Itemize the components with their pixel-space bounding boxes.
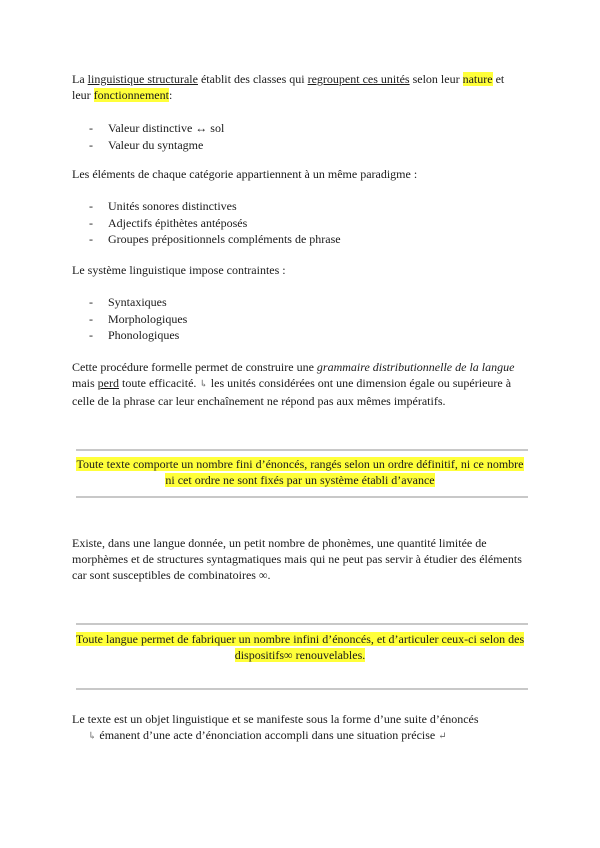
list-item: - Unités sonores distinctives bbox=[89, 199, 237, 213]
arrow-mark-icon: ↳ bbox=[88, 731, 97, 742]
text: : bbox=[168, 88, 173, 102]
list-item: - Syntaxiques bbox=[89, 295, 167, 309]
paragraph-procedure-formelle: Cette procédure formelle permet de construire une grammaire distributionnelle de la langue mais perd toute efficacité. ↳ les unités considérées ont une dimension égale ou supérieure à celle de la phrase car leur enchaînement ne répond pas aux mêmes impératifs. bbox=[72, 360, 515, 408]
underlined-term: perd bbox=[97, 376, 119, 390]
divider bbox=[76, 623, 528, 625]
highlight-block-texte: Toute texte comporte un nombre fini d’énoncés, rangés selon un ordre définitif, ni ce nombre ni cet ordre ne sont fixés par un système établi d’avance bbox=[76, 457, 524, 487]
list-item: - Valeur distinctive ↔ sol bbox=[89, 121, 225, 135]
italic-term: grammaire distributionnelle de la langue bbox=[316, 360, 515, 374]
text: établit des classes qui bbox=[197, 72, 308, 86]
paragraph-contraintes: Le système linguistique impose contraintes : bbox=[72, 263, 286, 277]
underlined-term: regroupent ces unités bbox=[307, 72, 410, 86]
underlined-term: linguistique structurale bbox=[87, 72, 198, 86]
divider bbox=[76, 688, 528, 690]
divider bbox=[76, 449, 528, 451]
highlight-block-langue: Toute langue permet de fabriquer un nombre infini d’énoncés, et d’articuler ceux-ci selon des dispositifs∞ renouvelables. bbox=[75, 632, 525, 662]
divider bbox=[76, 496, 528, 498]
text: leur bbox=[72, 88, 94, 102]
highlighted-term: nature bbox=[462, 72, 493, 86]
paragraph-paradigme: Les éléments de chaque catégorie appartiennent à un même paradigme : bbox=[72, 167, 418, 181]
bullet-list-contraintes bbox=[89, 294, 187, 344]
bullet-list-categories bbox=[89, 198, 341, 248]
text: La bbox=[72, 72, 88, 86]
list-item: - Phonologiques bbox=[89, 328, 180, 342]
list-item: - Groupes prépositionnels compléments de phrase bbox=[89, 232, 341, 246]
list-item: - Morphologiques bbox=[89, 311, 188, 326]
return-mark-icon: ↵ bbox=[438, 731, 447, 742]
bullet-list-valeurs bbox=[89, 120, 224, 153]
highlighted-term: fonctionnement bbox=[93, 88, 169, 102]
list-item: - Valeur du syntagme bbox=[89, 137, 204, 152]
arrow-mark-icon: ↳ bbox=[199, 379, 208, 390]
paragraph-linguistique-structurale bbox=[72, 71, 504, 103]
text: selon leur bbox=[409, 72, 463, 86]
paragraph-objet-linguistique: Le texte est un objet linguistique et se manifeste sous la forme d’une suite d’énoncés ↳ émanent d’une acte d’énonciation accompli dans une situation précise ↵ bbox=[72, 712, 479, 742]
text: et bbox=[492, 72, 505, 86]
list-item: - Adjectifs épithètes antéposés bbox=[89, 215, 248, 230]
paragraph-langue-donnee: Existe, dans une langue donnée, un petit nombre de phonèmes, une quantité limitée de morphèmes et de structures syntagmatiques mais qui ne peut pas servir à étudier des éléments car sont susceptibles de combinatoires ∞. bbox=[72, 536, 522, 582]
